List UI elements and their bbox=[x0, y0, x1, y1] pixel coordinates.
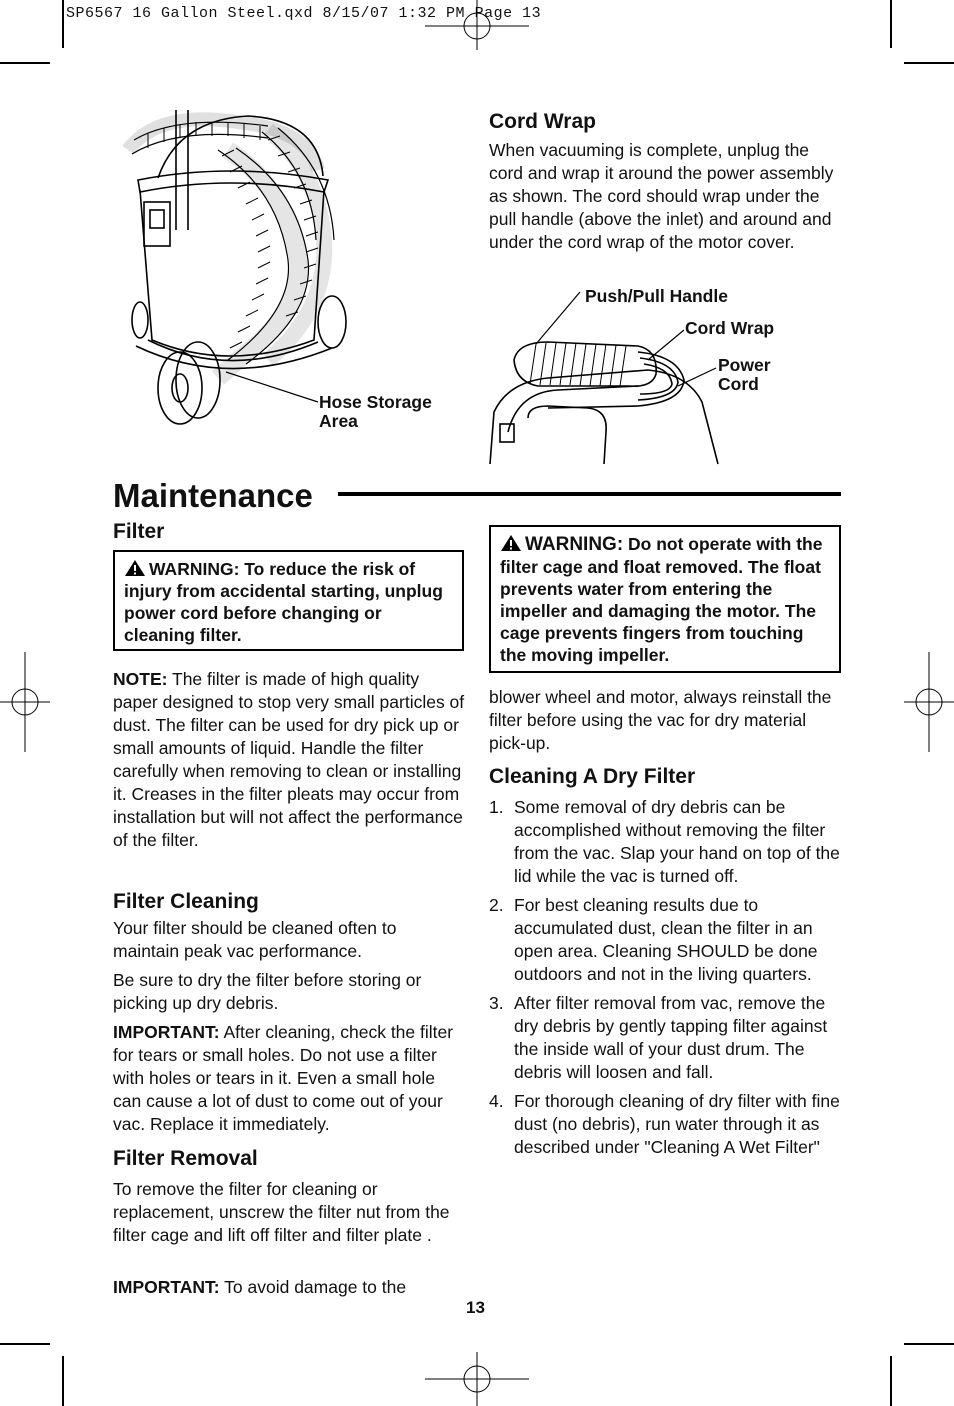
important-lead: IMPORTANT: bbox=[113, 1022, 220, 1042]
warning-triangle-icon bbox=[500, 534, 522, 552]
cord-wrap-illustration bbox=[488, 282, 724, 466]
step-number: 1. bbox=[489, 797, 504, 817]
warning2-lead: WARNING: bbox=[525, 534, 624, 555]
crop-mark bbox=[890, 0, 892, 48]
crop-mark bbox=[62, 1356, 64, 1406]
filter-removal-p1: To remove the filter for cleaning or replacement, unscrew the filter nut from the filter cage and lift off filter and filter plate . bbox=[113, 1179, 450, 1245]
step-text: Some removal of dry debris can be accomplished without removing the filter from the vac. Slap your hand on top of the lid while the vac is turned off. bbox=[514, 797, 840, 886]
list-item bbox=[489, 796, 841, 888]
page-number: 13 bbox=[466, 1298, 485, 1317]
crop-mark bbox=[904, 1343, 954, 1345]
registration-mark-top bbox=[425, 0, 529, 50]
step-number: 4. bbox=[489, 1091, 504, 1111]
list-item bbox=[489, 992, 841, 1084]
filter-removal-important bbox=[113, 1276, 465, 1299]
dry-filter-steps bbox=[489, 796, 841, 1165]
print-slug: SP6567 16 Gallon Steel.qxd 8/15/07 1:32 PM Page 13 bbox=[66, 5, 542, 22]
power-cord-label-line2: Cord bbox=[718, 374, 759, 394]
power-cord-label-line1: Power bbox=[718, 355, 771, 375]
removal-important-text: To avoid damage to the bbox=[219, 1277, 407, 1297]
warning-triangle-icon bbox=[124, 559, 146, 577]
continued-text: blower wheel and motor, always reinstall the filter before using the vac for dry material pick-up. bbox=[489, 687, 832, 753]
crop-mark bbox=[904, 62, 954, 64]
title-rule bbox=[338, 492, 841, 496]
registration-mark-bottom bbox=[425, 1352, 529, 1406]
important-text: After cleaning, check the filter for tears or small holes. Do not use a filter with holes or tears in it. Even a small hole can cause a lot of dust to come out of your vac. Replace it immediately. bbox=[113, 1022, 454, 1134]
filter-removal-heading: Filter Removal bbox=[113, 1147, 258, 1170]
step-number: 2. bbox=[489, 895, 504, 915]
hose-storage-label-line2: Area bbox=[319, 411, 358, 431]
power-cord-label bbox=[718, 356, 771, 394]
step-text: For best cleaning results due to accumulated dust, clean the filter in an open area. Cleaning SHOULD be done outdoors and not in the living quarters. bbox=[514, 895, 818, 984]
warning-box-cage bbox=[489, 525, 841, 673]
hose-storage-label bbox=[319, 393, 432, 431]
maintenance-title: Maintenance bbox=[113, 477, 313, 514]
hose-storage-label-line1: Hose Storage bbox=[319, 392, 432, 412]
crop-mark bbox=[0, 1343, 50, 1345]
hose-storage-illustration bbox=[118, 110, 358, 430]
filter-note bbox=[113, 668, 465, 852]
note-lead: NOTE: bbox=[113, 669, 168, 689]
dry-filter-heading: Cleaning A Dry Filter bbox=[489, 765, 696, 788]
step-text: For thorough cleaning of dry filter with fine dust (no debris), run water through it as described under "Cleaning A Wet Filter" bbox=[514, 1091, 840, 1157]
warning-box-filter bbox=[113, 550, 464, 651]
filter-cleaning-p1: Your filter should be cleaned often to maintain peak vac performance. bbox=[113, 918, 397, 961]
cord-wrap-heading: Cord Wrap bbox=[489, 110, 596, 133]
warning1-lead: WARNING: bbox=[149, 559, 240, 579]
crop-mark bbox=[62, 0, 64, 48]
crop-mark bbox=[0, 62, 50, 64]
list-item bbox=[489, 1090, 841, 1159]
cord-wrap-body: When vacuuming is complete, unplug the cord and wrap it around the power assembly as shown. The cord should wrap under the pull handle (above the inlet) and around and under the cord wrap of the motor cover. bbox=[489, 140, 834, 252]
filter-cleaning-p2: Be sure to dry the filter before storing or picking up dry debris. bbox=[113, 970, 422, 1013]
registration-mark-left bbox=[0, 652, 50, 752]
crop-mark bbox=[890, 1356, 892, 1406]
filter-cleaning-important bbox=[113, 1021, 465, 1136]
warning1-text: To reduce the risk of injury from accidental starting, unplug power cord before changing or cleaning filter. bbox=[124, 559, 443, 645]
registration-mark-right bbox=[904, 652, 954, 752]
step-number: 3. bbox=[489, 993, 504, 1013]
cord-wrap-label: Cord Wrap bbox=[685, 318, 775, 338]
step-text: After filter removal from vac, remove the dry debris by gently tapping filter against the inside wall of your dust drum. The debris will loosen and fall. bbox=[514, 993, 828, 1082]
removal-important-lead: IMPORTANT: bbox=[113, 1277, 220, 1297]
note-text: The filter is made of high quality paper designed to stop very small particles of dust. The filter can be used for dry pick up or small amounts of liquid. Handle the filter carefully when removing to clean or installing it. Creases in the filter pleats may occur from installation but will not affect the performance of the filter. bbox=[113, 669, 465, 850]
push-pull-handle-label: Push/Pull Handle bbox=[585, 286, 728, 306]
list-item bbox=[489, 894, 841, 986]
warning2-text: Do not operate with the filter cage and float removed. The float prevents water from entering the impeller and damaging the motor. The cage prevents fingers from touching the moving impeller. bbox=[500, 534, 823, 665]
filter-cleaning-heading: Filter Cleaning bbox=[113, 890, 259, 913]
filter-heading: Filter bbox=[113, 520, 165, 543]
